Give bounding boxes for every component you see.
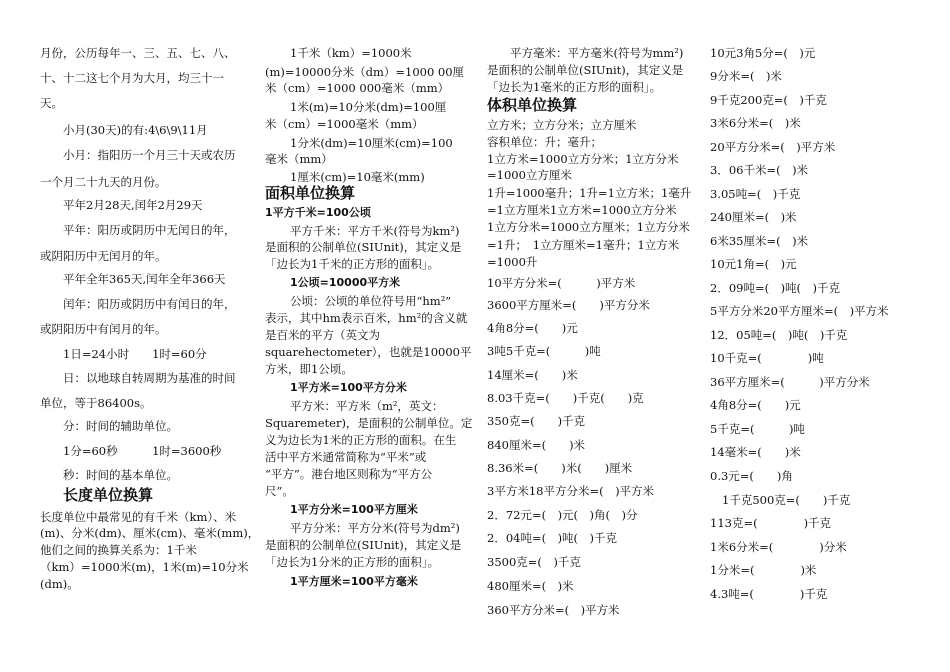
text-line: 长度单位中最常见的有千米（km）、米 xyxy=(40,510,237,524)
text-line: 4角8分=( )元 xyxy=(487,321,578,335)
text-line: 1公顷=10000平方米 xyxy=(290,276,401,289)
text-line: 毫米（mm） xyxy=(265,152,333,166)
text-line: “平方”。港台地区则称为“平方公 xyxy=(265,467,433,481)
text-line: 平年：阳历或阴历中无闰日的年， xyxy=(63,223,236,237)
text-line: 1平方分米=100平方厘米 xyxy=(290,503,418,516)
text-line: 「边长为1毫米的正方形的面积」。 xyxy=(487,80,662,94)
text-line: 9分米=( )米 xyxy=(710,69,782,83)
text-line: 3.05吨=( )千克 xyxy=(710,187,801,201)
text-line: 闰年：阳历或阴历中有闰日的年， xyxy=(63,297,236,311)
text-line: 5平方分米20平方厘米=( )平方米 xyxy=(710,304,889,318)
text-line: 1平方厘米=100平方毫米 xyxy=(290,575,418,588)
text-line: 1日=24小时 1时=60分 xyxy=(63,347,207,361)
section-heading: 长度单位换算 xyxy=(63,486,154,504)
text-line: 14厘米=( )米 xyxy=(487,368,578,382)
text-line: 「边长为1分米的正方形的面积」。 xyxy=(265,555,440,569)
text-line: 1升=1000毫升；1升=1立方米；1毫升 xyxy=(487,186,692,200)
text-line: 1米6分米=( )分米 xyxy=(710,540,847,554)
text-line: 113克=( )千克 xyxy=(710,516,832,530)
text-line: 1平方千米=100公顷 xyxy=(265,206,371,219)
text-line: 3600平方厘米=( )平方分米 xyxy=(487,298,650,312)
text-line: 8.03千克=( )千克( )克 xyxy=(487,391,644,405)
text-line: 3米6分米=( )米 xyxy=(710,116,801,130)
text-line: 平方毫米：平方毫米(符号为mm²) xyxy=(510,46,684,60)
text-line: 平方千米：平方千米(符号为km²) xyxy=(290,224,460,238)
text-line: 8.36米=( )米( )厘米 xyxy=(487,461,633,475)
text-line: 米（cm）=1000 000毫米（mm） xyxy=(265,81,450,95)
text-line: 平年2月28天,闰年2月29天 xyxy=(63,198,203,212)
text-line: 0.3元=( )角 xyxy=(710,469,793,483)
text-line: 14毫米=( )米 xyxy=(710,445,801,459)
text-line: 3平方米18平方分米=( )平方米 xyxy=(487,484,655,498)
text-line: 480厘米=( )米 xyxy=(487,579,574,593)
text-line: 10平方分米=( )平方米 xyxy=(487,276,636,290)
text-line: 一个月二十九天的月份。 xyxy=(40,175,167,189)
text-line: 是面积的公制单位(SIUnit)，其定义是 xyxy=(487,63,684,77)
text-line: 1千克500克=( )千克 xyxy=(722,493,851,507)
text-line: 平方分米：平方分米(符号为dm²) xyxy=(290,521,460,535)
text-line: =1000升 xyxy=(487,255,538,269)
text-line: 1厘米(cm)=10毫米(mm) xyxy=(290,170,425,184)
text-line: 1立方米=1000立方分米；1立方分米 xyxy=(487,152,679,166)
text-line: 360平方分米=( )平方米 xyxy=(487,603,620,617)
text-line: 秒：时间的基本单位。 xyxy=(63,468,178,482)
text-line: 他们之间的换算关系为：1千米 xyxy=(40,543,197,557)
text-line: 是面积的公制单位(SIUnit)，其定义是 xyxy=(265,538,462,552)
text-line: 月份，公历每年一、三、五、七、八、 xyxy=(40,46,236,60)
text-line: 1千米（km）=1000米 xyxy=(290,46,412,60)
text-line: =1立方厘米1立方米=1000立方分米 xyxy=(487,203,677,217)
text-line: 3．06千米=( )米 xyxy=(710,163,809,177)
text-line: 4角8分=( )元 xyxy=(710,398,801,412)
text-line: 1米(m)=10分米(dm)=100厘 xyxy=(290,100,447,114)
text-line: 1分米(dm)=10厘米(cm)=100 xyxy=(290,136,453,150)
text-line: 350克=( )千克 xyxy=(487,414,586,428)
text-line: (dm)。 xyxy=(40,577,79,591)
text-line: 或阴阳历中有闰月的年。 xyxy=(40,322,167,336)
text-line: 米（cm）=1000毫米（mm） xyxy=(265,117,424,131)
text-line: 10元1角=( )元 xyxy=(710,257,797,271)
section-heading: 面积单位换算 xyxy=(265,184,356,202)
text-line: 1分米=( )米 xyxy=(710,563,817,577)
text-line: 平方米：平方米（m²，英文： xyxy=(290,399,444,413)
text-line: 天。 xyxy=(40,96,63,110)
text-line: 240厘米=( )米 xyxy=(710,210,797,224)
text-line: 3吨5千克=( )吨 xyxy=(487,344,601,358)
text-line: （km）=1000米(m)，1米(m)=10分米 xyxy=(40,560,249,574)
text-line: squarehectometer），也就是10000平 xyxy=(265,345,472,359)
text-line: 单位，等于86400s。 xyxy=(40,396,152,410)
text-line: 尺”。 xyxy=(265,484,294,498)
text-line: 3500克=( )千克 xyxy=(487,555,581,569)
text-line: 十、十二这七个月为大月，均三十一 xyxy=(40,71,224,85)
text-line: =1000立方厘米 xyxy=(487,168,572,182)
text-line: 小月(30天)的有:4\6\9\11月 xyxy=(63,123,208,137)
text-line: 10元3角5分=( )元 xyxy=(710,46,816,60)
text-line: 义为边长为1米的正方形的面积。在生 xyxy=(265,433,457,447)
text-line: 5千克=( )吨 xyxy=(710,422,805,436)
text-line: 或阴阳历中无闰月的年。 xyxy=(40,249,167,263)
text-line: 立方米；立方分米；立方厘米 xyxy=(487,118,637,132)
text-line: 「边长为1千米的正方形的面积」。 xyxy=(265,257,440,271)
text-line: 2．09吨=( )吨( )千克 xyxy=(710,281,841,295)
text-line: 1分=60秒 1时=3600秒 xyxy=(63,444,222,458)
text-line: =1升； 1立方厘米=1毫升；1立方米 xyxy=(487,238,680,252)
text-line: 容积单位：升；毫升； xyxy=(487,135,602,149)
text-line: 日：以地球自转周期为基准的时间 xyxy=(63,371,236,385)
text-line: Squaremeter)，是面积的公制单位。定 xyxy=(265,416,473,430)
text-line: 分：时间的辅助单位。 xyxy=(63,419,178,433)
text-line: 公顷：公顷的单位符号用“hm²” xyxy=(290,294,452,308)
text-line: 2．72元=( )元( )角( )分 xyxy=(487,508,638,522)
text-line: 活中平方米通常简称为“平米”或 xyxy=(265,450,427,464)
text-line: 平年全年365天,闰年全年366天 xyxy=(63,272,226,286)
text-line: 1平方米=100平方分米 xyxy=(290,381,407,394)
text-line: 12．05吨=( )吨( )千克 xyxy=(710,328,848,342)
text-line: 1立方分米=1000立方厘米；1立方分米 xyxy=(487,220,691,234)
text-line: 840厘米=( )米 xyxy=(487,438,586,452)
section-heading: 体积单位换算 xyxy=(487,96,578,114)
text-line: (m)=10000分米（dm）=1000 00厘 xyxy=(265,65,465,79)
text-line: 36平方厘米=( )平方分米 xyxy=(710,375,870,389)
text-line: 小月：指阳历一个月三十天或农历 xyxy=(63,148,236,162)
text-line: 表示，其中hm表示百米，hm²的含义就 xyxy=(265,311,468,325)
text-line: 方米，即1公顷。 xyxy=(265,362,353,376)
text-line: 4.3吨=( )千克 xyxy=(710,587,828,601)
text-line: 是百米的平方（英文为 xyxy=(265,328,380,342)
text-line: 10千克=( )吨 xyxy=(710,351,824,365)
text-line: (m)、分米(dm)、厘米(cm)、毫米(mm)， xyxy=(40,526,260,540)
text-line: 6米35厘米=( )米 xyxy=(710,234,809,248)
text-line: 2．04吨=( )吨( )千克 xyxy=(487,531,618,545)
text-line: 20平方分米=( )平方米 xyxy=(710,140,836,154)
text-line: 9千克200克=( )千克 xyxy=(710,93,827,107)
text-line: 是面积的公制单位(SIUnit)，其定义是 xyxy=(265,240,462,254)
